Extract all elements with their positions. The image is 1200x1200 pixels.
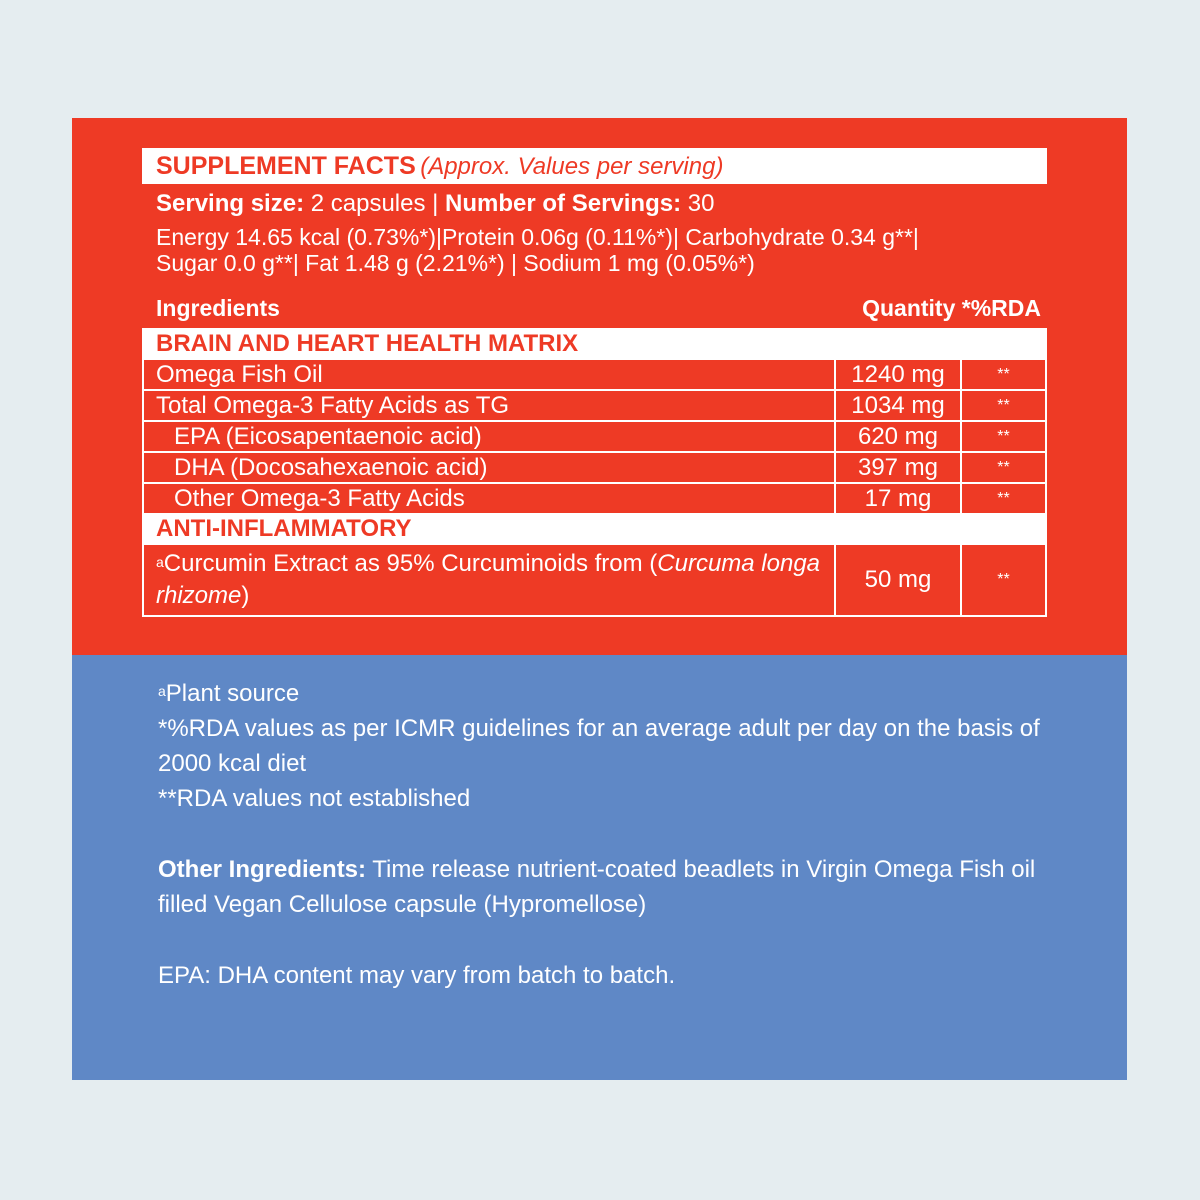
table-row — [144, 389, 1045, 420]
facts-title-bar — [142, 148, 1047, 184]
ingredient-rda: ** — [960, 422, 1045, 451]
section-anti-inflammatory: ANTI-INFLAMMATORY — [144, 513, 1045, 545]
serving-info — [156, 190, 1033, 218]
ingredient-rda: ** — [960, 453, 1045, 482]
ingredient-name: Omega Fish Oil — [156, 361, 323, 388]
ingredient-name: EPA (Eicosapentaenoic acid) — [174, 423, 482, 450]
col-ingredients: Ingredients — [156, 295, 280, 321]
table-row — [144, 545, 1045, 615]
ingredient-name: $^a$Curcumin Extract as 95% Curcuminoids from (Curcuma longa rhizome) — [156, 550, 821, 609]
ingredient-quantity: 1034 mg — [834, 391, 960, 420]
energy-line-1: Energy 14.65 kcal (0.73%*)|Protein 0.06g (0.11%*)| Carbohydrate 0.34 g**| — [156, 224, 919, 250]
ingredient-name: DHA (Docosahexaenoic acid) — [174, 454, 488, 481]
serving-value: 2 capsules | — [304, 190, 446, 217]
facts-title: SUPPLEMENT FACTS — [156, 152, 416, 180]
ingredient-quantity: 17 mg — [834, 484, 960, 513]
servings-value: 30 — [681, 190, 715, 217]
table-row — [144, 420, 1045, 451]
energy-line-2: Sugar 0.0 g**| Fat 1.48 g (2.21%*) | Sodium 1 mg (0.05%*) — [156, 250, 755, 276]
ingredient-rda: ** — [960, 545, 1045, 615]
ingredient-rda: ** — [960, 360, 1045, 389]
col-quantity-rda: Quantity *%RDA — [862, 295, 1041, 321]
table-row — [144, 360, 1045, 389]
ingredient-quantity: 1240 mg — [834, 360, 960, 389]
servings-label: Number of Servings: — [445, 190, 682, 217]
section-brain-heart: BRAIN AND HEART HEALTH MATRIX — [144, 328, 1045, 360]
footnotes — [158, 676, 1058, 993]
supplement-facts — [142, 148, 1047, 617]
ingredient-quantity: 620 mg — [834, 422, 960, 451]
ingredient-quantity: 50 mg — [834, 545, 960, 615]
nutrition-summary — [156, 224, 1033, 276]
table-header — [156, 288, 1041, 322]
ingredient-rda: ** — [960, 484, 1045, 513]
serving-label: Serving size: — [156, 190, 305, 217]
section-brain-heart-rows — [144, 360, 1045, 513]
note-epa-dha: EPA: DHA content may vary from batch to batch. — [158, 962, 676, 989]
note-rda-not-established: **RDA values not established — [158, 785, 471, 812]
facts-subtitle: (Approx. Values per serving) — [420, 153, 724, 180]
note-rda-guidelines: *%RDA values as per ICMR guidelines for an average adult per day on the basis of 2000 kcal diet — [158, 715, 1040, 777]
ingredient-name: Total Omega-3 Fatty Acids as TG — [156, 392, 510, 419]
footnote-mark: a — [156, 554, 164, 570]
ingredient-name: Other Omega-3 Fatty Acids — [174, 485, 465, 512]
note-other-ingredients: Other Ingredients: Time release nutrient-coated beadlets in Virgin Omega Fish oil filled Vegan Cellulose capsule (Hypromellose) — [158, 856, 1036, 918]
ingredient-rda: ** — [960, 391, 1045, 420]
table-row — [144, 482, 1045, 513]
ingredient-quantity: 397 mg — [834, 453, 960, 482]
ingredients-table — [142, 328, 1047, 617]
note-plant-source: $^a$Plant source — [158, 680, 300, 707]
table-row — [144, 451, 1045, 482]
